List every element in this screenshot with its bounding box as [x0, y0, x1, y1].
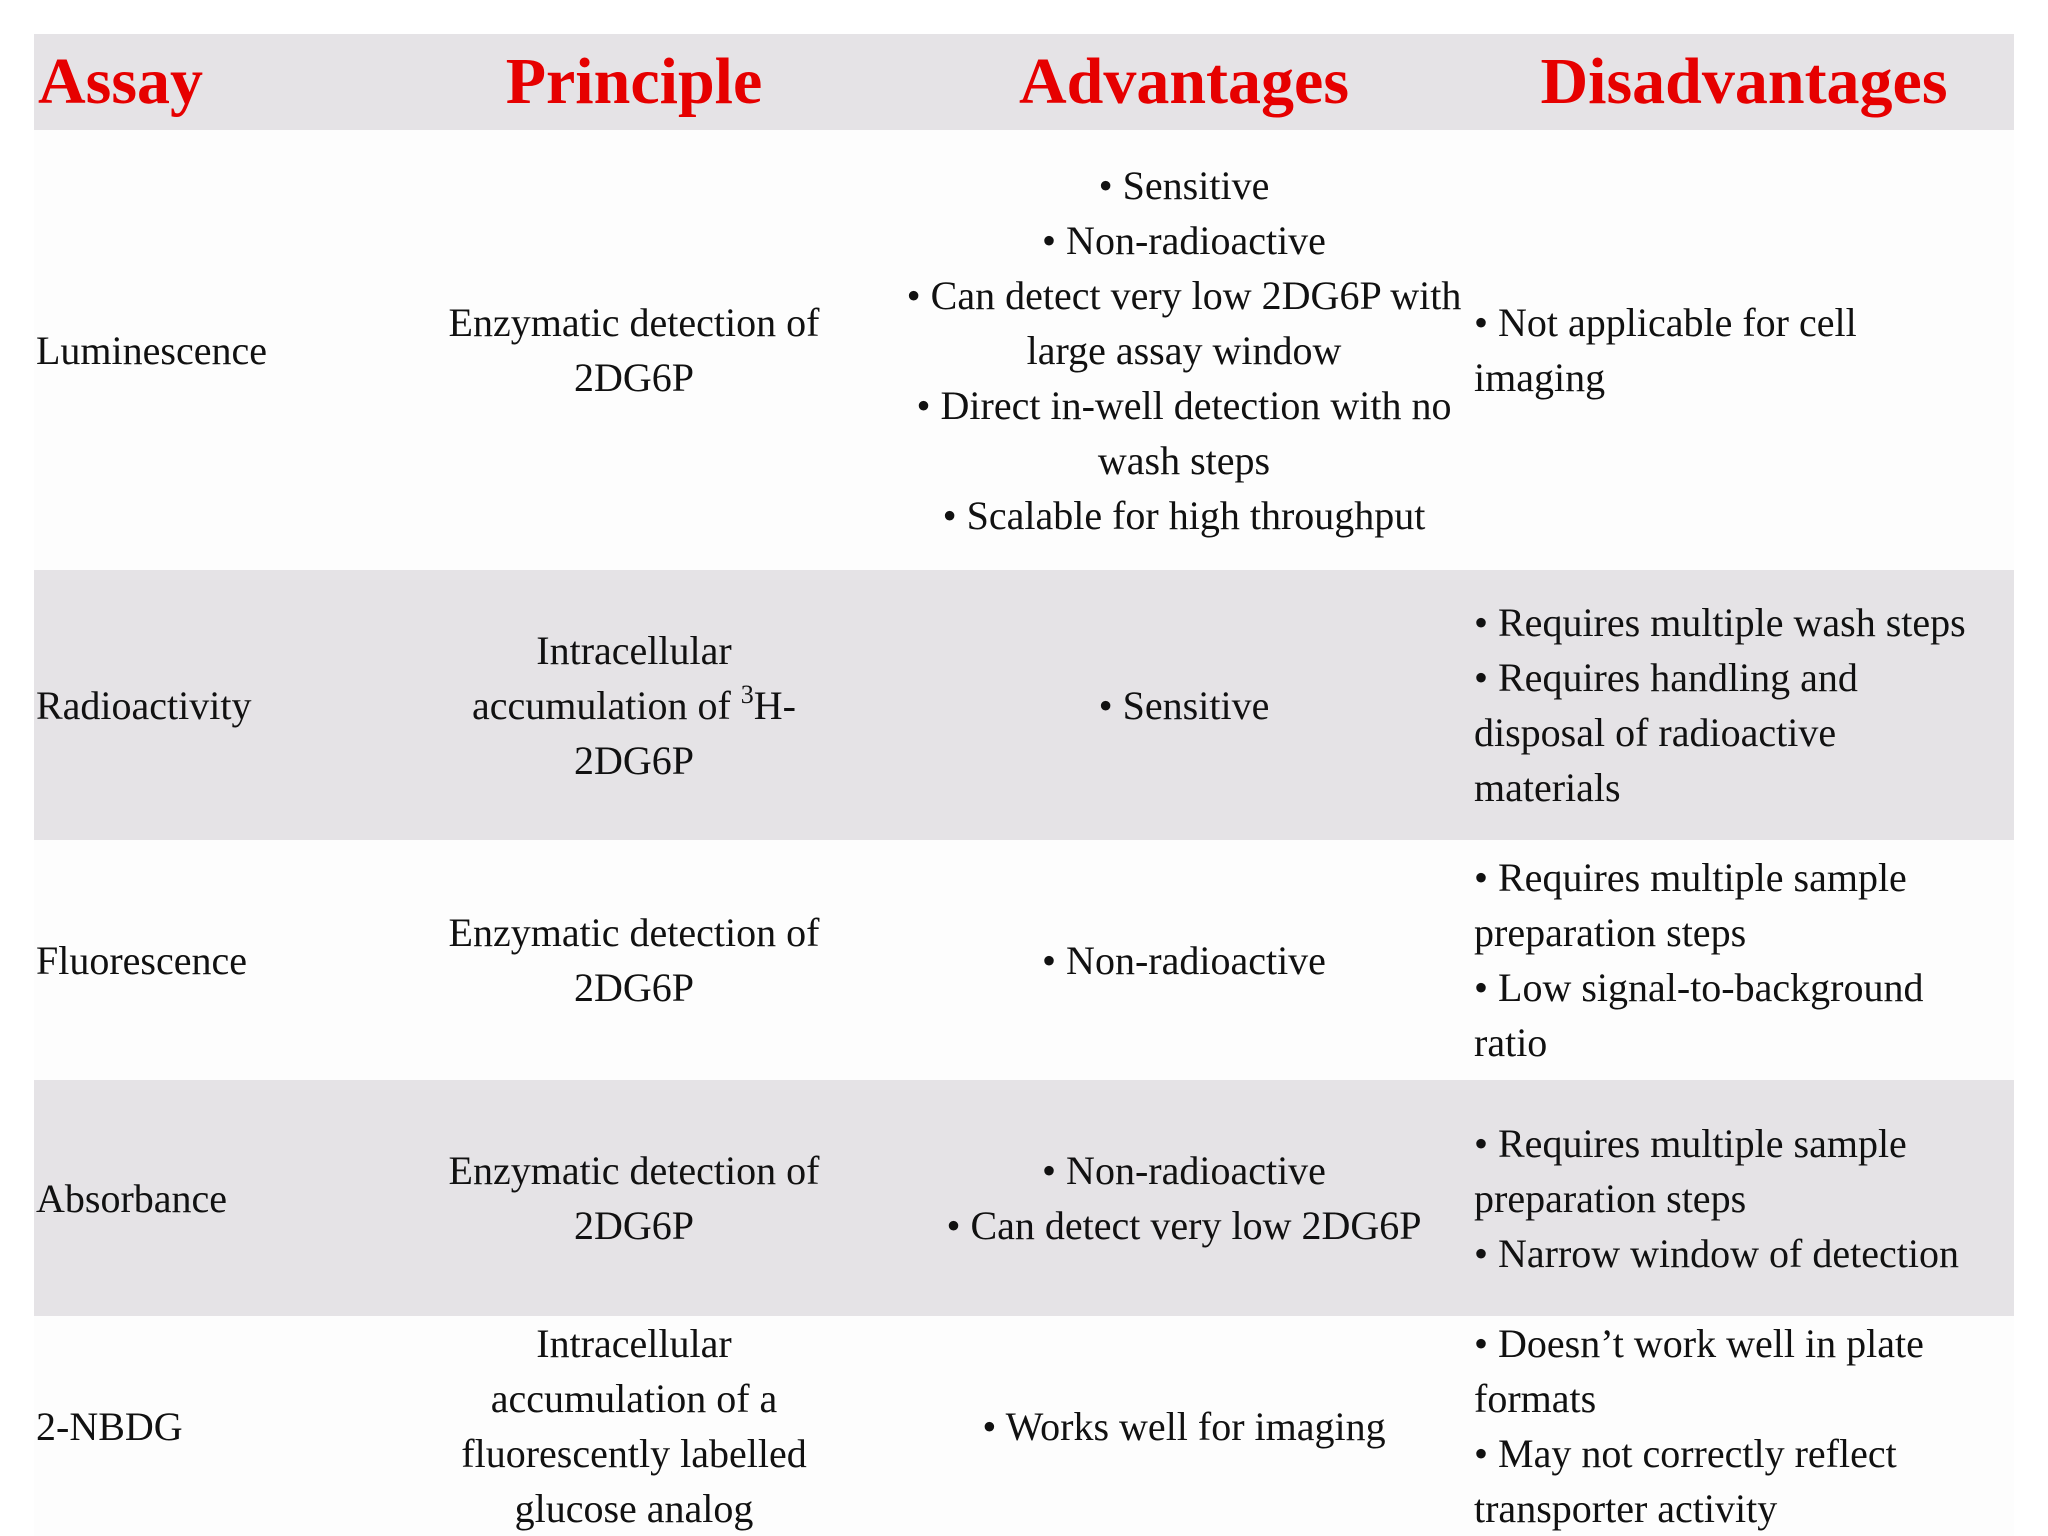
disadvantages-cell: [1474, 1316, 2014, 1536]
advantages-cell: [894, 1143, 1474, 1253]
disadvantages-cell: [1474, 595, 2014, 815]
advantages-cell: [894, 933, 1474, 988]
header-disadvantages: Disadvantages: [1540, 45, 1948, 118]
principle-line: Intracellular: [536, 1321, 732, 1366]
advantage-line: • Can detect very low 2DG6P with: [906, 272, 1462, 318]
principle-line: Intracellular: [536, 627, 732, 673]
disadvantage-line: materials: [1474, 765, 1621, 810]
disadvantage-line: • May not correctly reflect: [1474, 1431, 1897, 1476]
table-row-fluorescence: [34, 840, 2014, 1080]
advantage-line: large assay window: [1026, 327, 1342, 373]
header-principle: Principle: [505, 45, 763, 118]
disadvantage-line: disposal of radioactive: [1474, 710, 1837, 755]
assay-name: Luminescence: [36, 327, 267, 373]
advantage-line: • Sensitive: [1098, 162, 1270, 208]
assay-name: Fluorescence: [36, 937, 248, 983]
disadvantage-line: formats: [1474, 1376, 1597, 1421]
advantage-line: • Non-radioactive: [1042, 217, 1326, 263]
principle-line: 2DG6P: [573, 965, 695, 1010]
principle-line: [374, 678, 894, 733]
principle-cell: [374, 623, 894, 788]
assay-name: Radioactivity: [36, 682, 252, 728]
principle-line: Enzymatic detection of: [448, 300, 820, 345]
disadvantages-cell: [1474, 1116, 2014, 1281]
disadvantages-cell: [1474, 295, 2014, 405]
table-header-row: [34, 34, 2014, 130]
table-row-radioactivity: [34, 570, 2014, 840]
disadvantages-cell: [1474, 850, 2014, 1070]
disadvantage-line: • Not applicable for cell: [1474, 300, 1857, 345]
advantages-cell: [894, 158, 1474, 543]
principle-line: 2DG6P: [573, 1203, 695, 1248]
disadvantage-line: • Doesn’t work well in plate: [1474, 1321, 1924, 1366]
advantages-cell: [894, 678, 1474, 733]
isotope-superscript: 3: [740, 679, 754, 709]
assay-comparison-table: [34, 34, 2014, 1536]
disadvantage-line: • Requires multiple wash steps: [1474, 600, 1966, 645]
disadvantage-line: preparation steps: [1474, 910, 1747, 955]
principle-line: 2DG6P: [573, 355, 695, 400]
table-row-absorbance: [34, 1080, 2014, 1316]
disadvantage-line: • Requires multiple sample: [1474, 855, 1907, 900]
disadvantage-line: • Requires handling and: [1474, 655, 1858, 700]
principle-line: fluorescently labelled: [461, 1431, 807, 1476]
disadvantage-line: • Narrow window of detection: [1474, 1230, 1959, 1276]
advantages-cell: [894, 1399, 1474, 1454]
advantage-line: • Scalable for high throughput: [942, 492, 1426, 538]
principle-cell: [374, 295, 894, 405]
principle-line: Enzymatic detection of: [448, 1148, 820, 1193]
table-row-2-nbdg: [34, 1316, 2014, 1536]
advantage-line: wash steps: [1097, 437, 1271, 483]
disadvantage-line: preparation steps: [1474, 1175, 1747, 1221]
disadvantage-line: • Requires multiple sample: [1474, 1120, 1907, 1166]
assay-name: 2-NBDG: [36, 1403, 183, 1449]
disadvantage-line: imaging: [1474, 355, 1606, 400]
principle-text: H-: [753, 682, 796, 728]
header-advantages: Advantages: [1018, 45, 1350, 118]
advantage-line: • Non-radioactive: [1042, 1148, 1326, 1193]
principle-cell: [374, 905, 894, 1015]
header-assay: Assay: [38, 45, 204, 118]
principle-cell: [374, 1316, 894, 1536]
principle-cell: [374, 1143, 894, 1253]
advantage-line: • Non-radioactive: [1042, 937, 1326, 983]
principle-line: Enzymatic detection of: [448, 910, 820, 955]
disadvantage-line: ratio: [1474, 1020, 1548, 1065]
disadvantage-line: transporter activity: [1474, 1486, 1778, 1531]
disadvantage-line: • Low signal-to-background: [1474, 965, 1924, 1010]
principle-line: 2DG6P: [573, 737, 695, 783]
advantage-line: • Works well for imaging: [982, 1403, 1386, 1449]
principle-text: accumulation of: [471, 682, 741, 728]
principle-line: accumulation of a: [490, 1376, 778, 1421]
advantage-line: • Sensitive: [1098, 682, 1270, 728]
advantage-line: • Can detect very low 2DG6P: [946, 1203, 1422, 1248]
table-row-luminescence: [34, 130, 2014, 570]
principle-line: glucose analog: [514, 1486, 754, 1531]
assay-name: Absorbance: [36, 1175, 228, 1221]
advantage-line: • Direct in-well detection with no: [916, 382, 1452, 428]
